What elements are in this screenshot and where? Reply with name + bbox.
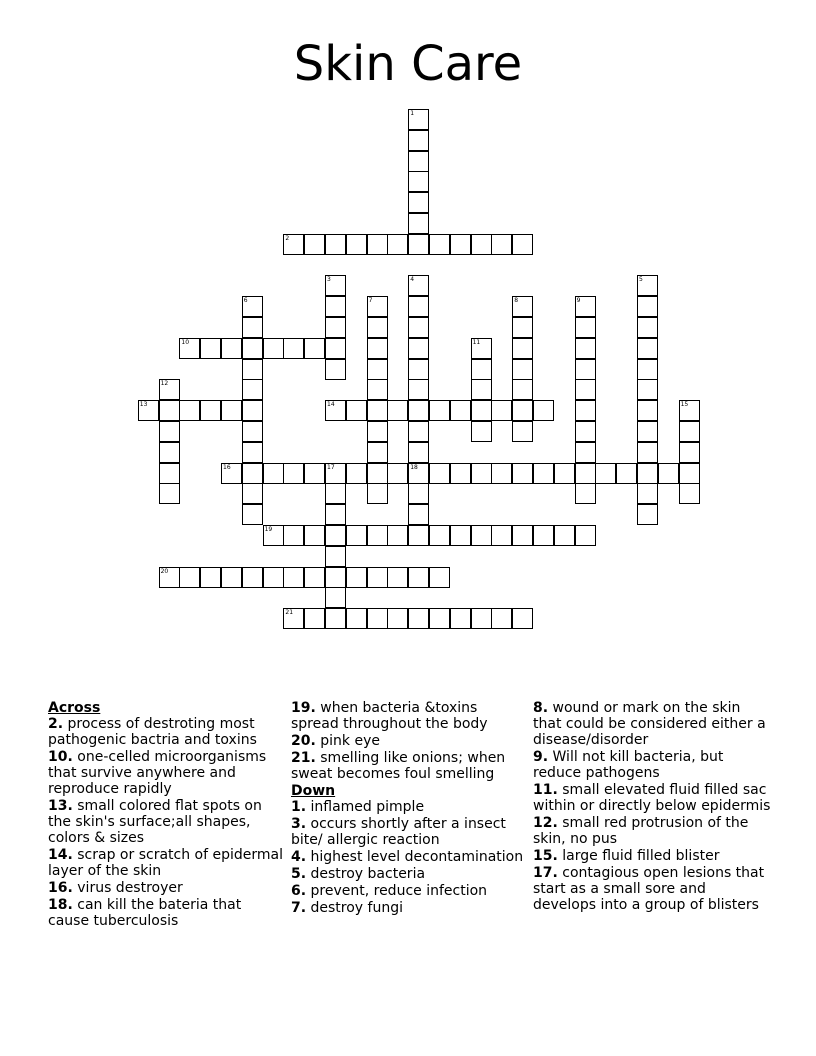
grid-cell[interactable] <box>637 400 658 421</box>
grid-cell[interactable] <box>408 463 429 484</box>
grid-cell[interactable] <box>325 359 346 380</box>
clue-text: scrap or scratch of epidermal layer of the skin <box>48 847 283 879</box>
grid-cell[interactable] <box>408 359 429 380</box>
clue-item <box>291 849 527 865</box>
grid-cell[interactable] <box>242 567 263 588</box>
clue-number: 17 <box>327 463 335 471</box>
clue-number-label: 20. <box>291 733 316 749</box>
clue-item <box>48 847 283 879</box>
clue-text: wound or mark on the skin that could be considered either a disease/disorder <box>533 700 766 748</box>
grid-cell[interactable] <box>575 359 596 380</box>
grid-cell[interactable] <box>637 421 658 442</box>
clue-item <box>533 865 773 913</box>
grid-cell[interactable] <box>325 463 346 484</box>
grid-cell[interactable] <box>221 567 242 588</box>
clues-column-1 <box>48 700 283 930</box>
grid-cell[interactable] <box>242 463 263 484</box>
grid-cell[interactable] <box>429 608 450 629</box>
clue-text: prevent, reduce infection <box>306 883 488 899</box>
clue-number-label: 18. <box>48 897 73 913</box>
across-clue-list-continued <box>291 700 527 782</box>
grid-cell[interactable] <box>575 317 596 338</box>
grid-cell[interactable] <box>512 296 533 317</box>
grid-cell[interactable] <box>408 296 429 317</box>
grid-cell[interactable] <box>408 421 429 442</box>
grid-cell[interactable] <box>367 525 388 546</box>
clue-number-label: 4. <box>291 849 307 865</box>
grid-cell[interactable] <box>367 567 388 588</box>
grid-cell[interactable] <box>679 463 700 484</box>
grid-cell[interactable] <box>283 463 304 484</box>
grid-cell[interactable] <box>387 608 408 629</box>
grid-cell[interactable] <box>200 400 221 421</box>
clue-text: small colored flat spots on the skin's surface;all shapes, colors & sizes <box>48 798 262 846</box>
grid-cell[interactable] <box>221 463 242 484</box>
grid-cell[interactable] <box>491 525 512 546</box>
clue-number: 12 <box>160 380 169 388</box>
clue-text: contagious open lesions that start as a small sore and develops into a group of blisters <box>533 865 765 913</box>
grid-cell[interactable] <box>325 234 346 255</box>
grid-cell[interactable] <box>304 525 325 546</box>
grid-cell[interactable] <box>242 359 263 380</box>
grid-cell[interactable] <box>346 567 367 588</box>
grid-cell[interactable] <box>242 400 263 421</box>
grid-cell[interactable] <box>304 463 325 484</box>
clue-text: highest level decontamination <box>306 849 524 865</box>
grid-cell[interactable] <box>408 234 429 255</box>
grid-cell[interactable] <box>512 525 533 546</box>
clue-number: 18 <box>410 463 418 471</box>
grid-cell[interactable] <box>533 400 554 421</box>
grid-cell[interactable] <box>554 463 575 484</box>
grid-cell[interactable] <box>679 400 700 421</box>
grid-cell[interactable] <box>387 567 408 588</box>
clue-text: inflamed pimple <box>306 799 425 815</box>
down-heading: Down <box>291 783 336 799</box>
grid-cell[interactable] <box>637 463 658 484</box>
grid-cell[interactable] <box>325 296 346 317</box>
grid-cell[interactable] <box>408 567 429 588</box>
grid-cell[interactable] <box>471 608 492 629</box>
across-clue-list <box>48 716 283 929</box>
clue-number: 10 <box>181 338 190 346</box>
grid-cell[interactable] <box>221 338 242 359</box>
clue-item <box>48 716 283 748</box>
grid-cell[interactable] <box>263 463 284 484</box>
grid-cell[interactable] <box>367 421 388 442</box>
clue-number: 19 <box>264 526 273 533</box>
clue-number: 16 <box>223 463 231 471</box>
grid-cell[interactable] <box>512 400 533 421</box>
clue-item <box>533 749 773 781</box>
grid-cell[interactable] <box>575 483 596 504</box>
grid-cell[interactable] <box>304 608 325 629</box>
grid-cell[interactable] <box>429 525 450 546</box>
grid-cell[interactable] <box>679 483 700 504</box>
grid-cell[interactable] <box>242 317 263 338</box>
grid-cell[interactable] <box>387 400 408 421</box>
grid-cell[interactable] <box>533 525 554 546</box>
clue-item <box>291 733 527 749</box>
clue-number-label: 17. <box>533 865 558 881</box>
grid-cell[interactable] <box>408 525 429 546</box>
grid-cell[interactable] <box>491 234 512 255</box>
grid-cell[interactable] <box>637 483 658 504</box>
grid-cell[interactable] <box>408 151 429 172</box>
grid-cell[interactable] <box>471 463 492 484</box>
grid-cell[interactable] <box>346 234 367 255</box>
grid-cell[interactable] <box>471 359 492 380</box>
clue-number: 14 <box>327 401 335 409</box>
grid-cell[interactable] <box>283 338 304 359</box>
grid-cell[interactable] <box>471 400 492 421</box>
grid-cell[interactable] <box>283 525 304 546</box>
clue-item <box>533 848 773 864</box>
grid-cell[interactable] <box>512 234 533 255</box>
grid-cell[interactable] <box>304 234 325 255</box>
grid-cell[interactable] <box>367 400 388 421</box>
grid-cell[interactable] <box>159 400 180 421</box>
clue-number-label: 16. <box>48 880 73 896</box>
grid-cell[interactable] <box>429 567 450 588</box>
grid-cell[interactable] <box>471 338 492 359</box>
across-heading: Across <box>48 700 101 716</box>
grid-cell[interactable] <box>283 567 304 588</box>
clue-item <box>48 749 283 797</box>
grid-cell[interactable] <box>408 504 429 525</box>
grid-cell[interactable] <box>325 567 346 588</box>
down-clue-list <box>291 799 527 916</box>
grid-cell[interactable] <box>512 338 533 359</box>
grid-cell[interactable] <box>159 442 180 463</box>
grid-cell[interactable] <box>242 442 263 463</box>
grid-cell[interactable] <box>179 567 200 588</box>
grid-cell[interactable] <box>325 338 346 359</box>
grid-cell[interactable] <box>242 504 263 525</box>
grid-cell[interactable] <box>138 400 159 421</box>
grid-cell[interactable] <box>408 275 429 296</box>
clue-text: small red protrusion of the skin, no pus <box>533 815 749 847</box>
grid-cell[interactable] <box>533 463 554 484</box>
clue-text: pink eye <box>315 733 380 749</box>
grid-cell[interactable] <box>367 359 388 380</box>
grid-cell[interactable] <box>283 234 304 255</box>
grid-cell[interactable] <box>450 400 471 421</box>
page-title: Skin Care <box>293 36 523 92</box>
clue-number: 7 <box>368 297 373 305</box>
clue-number-label: 2. <box>48 716 64 732</box>
grid-cell[interactable] <box>575 400 596 421</box>
grid-cell[interactable] <box>346 608 367 629</box>
grid-cell[interactable] <box>512 359 533 380</box>
grid-cell[interactable] <box>304 567 325 588</box>
grid-cell[interactable] <box>325 525 346 546</box>
grid-cell[interactable] <box>263 525 284 546</box>
grid-cell[interactable] <box>575 463 596 484</box>
clue-text: large fluid filled blister <box>557 848 720 864</box>
grid-cell[interactable] <box>159 421 180 442</box>
clue-number: 21 <box>285 609 294 617</box>
clues-column-3 <box>533 700 773 914</box>
clue-number: 3 <box>327 276 331 284</box>
grid-cell[interactable] <box>367 317 388 338</box>
grid-cell[interactable] <box>408 213 429 234</box>
grid-cell[interactable] <box>491 463 512 484</box>
clue-text: smelling like onions; when sweat becomes foul smelling <box>291 750 506 782</box>
clue-number-label: 7. <box>291 900 307 916</box>
clue-text: process of destroting most pathogenic bactria and toxins <box>48 716 257 748</box>
grid-cell[interactable] <box>325 275 346 296</box>
clue-item <box>48 880 283 896</box>
clue-item <box>291 883 527 899</box>
clue-item <box>533 700 773 748</box>
grid-cell[interactable] <box>159 483 180 504</box>
grid-cell[interactable] <box>637 275 658 296</box>
clue-number: 5 <box>639 276 643 284</box>
clue-number-label: 8. <box>533 700 549 716</box>
grid-cell[interactable] <box>679 442 700 463</box>
clue-number-label: 3. <box>291 816 307 832</box>
grid-cell[interactable] <box>367 338 388 359</box>
grid-cell[interactable] <box>221 400 242 421</box>
grid-cell[interactable] <box>450 234 471 255</box>
clue-item <box>533 815 773 847</box>
grid-cell[interactable] <box>575 379 596 400</box>
grid-cell[interactable] <box>325 608 346 629</box>
grid-cell[interactable] <box>408 317 429 338</box>
grid-cell[interactable] <box>408 442 429 463</box>
grid-cell[interactable] <box>512 317 533 338</box>
grid-cell[interactable] <box>512 379 533 400</box>
clue-item <box>291 799 527 815</box>
grid-cell[interactable] <box>283 608 304 629</box>
grid-cell[interactable] <box>575 338 596 359</box>
clue-text: occurs shortly after a insect bite/ allergic reaction <box>291 816 506 848</box>
grid-cell[interactable] <box>471 379 492 400</box>
grid-cell[interactable] <box>512 608 533 629</box>
grid-cell[interactable] <box>387 463 408 484</box>
grid-cell[interactable] <box>159 379 180 400</box>
clue-number: 9 <box>576 297 581 305</box>
grid-cell[interactable] <box>325 546 346 567</box>
grid-cell[interactable] <box>242 421 263 442</box>
grid-cell[interactable] <box>367 442 388 463</box>
grid-cell[interactable] <box>263 338 284 359</box>
grid-cell[interactable] <box>325 483 346 504</box>
grid-cell[interactable] <box>575 296 596 317</box>
grid-cell[interactable] <box>367 296 388 317</box>
grid-cell[interactable] <box>408 400 429 421</box>
grid-cell[interactable] <box>637 504 658 525</box>
grid-cell[interactable] <box>242 379 263 400</box>
grid-cell[interactable] <box>367 463 388 484</box>
down-clue-list-continued <box>533 700 773 913</box>
grid-cell[interactable] <box>575 421 596 442</box>
grid-cell[interactable] <box>367 483 388 504</box>
clue-number-label: 13. <box>48 798 73 814</box>
grid-cell[interactable] <box>679 421 700 442</box>
clue-number: 2 <box>285 234 290 242</box>
clue-text: destroy fungi <box>306 900 403 916</box>
grid-cell[interactable] <box>471 234 492 255</box>
grid-cell[interactable] <box>325 317 346 338</box>
grid-cell[interactable] <box>408 338 429 359</box>
grid-cell[interactable] <box>637 296 658 317</box>
grid-cell[interactable] <box>367 608 388 629</box>
clue-number: 15 <box>680 401 689 409</box>
grid-cell[interactable] <box>429 400 450 421</box>
clue-item <box>291 900 527 916</box>
grid-cell[interactable] <box>575 525 596 546</box>
clue-number-label: 11. <box>533 782 558 798</box>
clue-text: small elevated fluid filled sac within or directly below epidermis <box>533 782 771 814</box>
grid-cell[interactable] <box>408 192 429 213</box>
clue-text: when bacteria &toxins spread throughout the body <box>291 700 488 732</box>
clue-number-label: 1. <box>291 799 307 815</box>
grid-cell[interactable] <box>408 379 429 400</box>
grid-cell[interactable] <box>637 442 658 463</box>
clue-number-label: 5. <box>291 866 307 882</box>
grid-cell[interactable] <box>450 525 471 546</box>
grid-cell[interactable] <box>367 234 388 255</box>
grid-cell[interactable] <box>242 296 263 317</box>
clue-item <box>48 798 283 846</box>
clue-text: one-celled microorganisms that survive anywhere and reproduce rapidly <box>48 749 267 797</box>
grid-cell[interactable] <box>387 525 408 546</box>
grid-cell[interactable] <box>325 587 346 608</box>
grid-cell[interactable] <box>491 400 512 421</box>
grid-cell[interactable] <box>637 359 658 380</box>
grid-cell[interactable] <box>242 483 263 504</box>
clue-number: 6 <box>243 297 248 305</box>
grid-cell[interactable] <box>242 338 263 359</box>
clue-item <box>533 782 773 814</box>
grid-cell[interactable] <box>408 130 429 151</box>
grid-cell[interactable] <box>346 463 367 484</box>
grid-cell[interactable] <box>637 317 658 338</box>
clue-number-label: 19. <box>291 700 316 716</box>
grid-cell[interactable] <box>450 463 471 484</box>
clue-number-label: 9. <box>533 749 549 765</box>
grid-cell[interactable] <box>346 525 367 546</box>
grid-cell[interactable] <box>200 338 221 359</box>
clue-number: 1 <box>410 110 415 117</box>
clue-number: 20 <box>160 567 169 575</box>
grid-cell[interactable] <box>408 483 429 504</box>
grid-cell[interactable] <box>554 525 575 546</box>
grid-cell[interactable] <box>450 608 471 629</box>
grid-cell[interactable] <box>159 463 180 484</box>
clue-number: 13 <box>139 401 148 409</box>
grid-cell[interactable] <box>346 400 367 421</box>
grid-cell[interactable] <box>512 421 533 442</box>
clue-item <box>291 750 527 782</box>
grid-cell[interactable] <box>304 338 325 359</box>
grid-cell[interactable] <box>491 608 512 629</box>
grid-cell[interactable] <box>658 463 679 484</box>
grid-cell[interactable] <box>595 463 616 484</box>
clue-item <box>291 866 527 882</box>
clue-text: destroy bacteria <box>306 866 426 882</box>
clue-number-label: 15. <box>533 848 558 864</box>
grid-cell[interactable] <box>512 463 533 484</box>
grid-cell[interactable] <box>408 171 429 192</box>
clue-number: 8 <box>514 297 519 305</box>
clues-column-2 <box>291 700 527 917</box>
clue-item <box>291 816 527 848</box>
grid-cell[interactable] <box>575 442 596 463</box>
clue-text: Will not kill bacteria, but reduce pathogens <box>533 749 724 781</box>
clue-item <box>291 700 527 732</box>
clue-text: virus destroyer <box>72 880 183 896</box>
clue-item <box>48 897 283 929</box>
grid-cell[interactable] <box>637 379 658 400</box>
grid-cell[interactable] <box>159 567 180 588</box>
grid-cell[interactable] <box>200 567 221 588</box>
clue-number-label: 21. <box>291 750 316 766</box>
grid-cell[interactable] <box>637 338 658 359</box>
grid-cell[interactable] <box>367 379 388 400</box>
grid-cell[interactable] <box>429 463 450 484</box>
grid-cell[interactable] <box>616 463 637 484</box>
grid-cell[interactable] <box>408 608 429 629</box>
grid-cell[interactable] <box>325 400 346 421</box>
clue-number-label: 12. <box>533 815 558 831</box>
grid-cell[interactable] <box>179 400 200 421</box>
clue-number-label: 10. <box>48 749 73 765</box>
clue-text: can kill the bateria that cause tuberculosis <box>48 897 242 929</box>
grid-cell[interactable] <box>471 421 492 442</box>
clue-number-label: 14. <box>48 847 73 863</box>
grid-cell[interactable] <box>179 338 200 359</box>
clue-number: 4 <box>410 276 415 284</box>
grid-cell[interactable] <box>471 525 492 546</box>
grid-cell[interactable] <box>263 567 284 588</box>
grid-cell[interactable] <box>387 234 408 255</box>
grid-cell[interactable] <box>408 109 429 130</box>
clue-number-label: 6. <box>291 883 307 899</box>
grid-cell[interactable] <box>429 234 450 255</box>
grid-cell[interactable] <box>325 504 346 525</box>
clue-number: 11 <box>472 338 481 346</box>
